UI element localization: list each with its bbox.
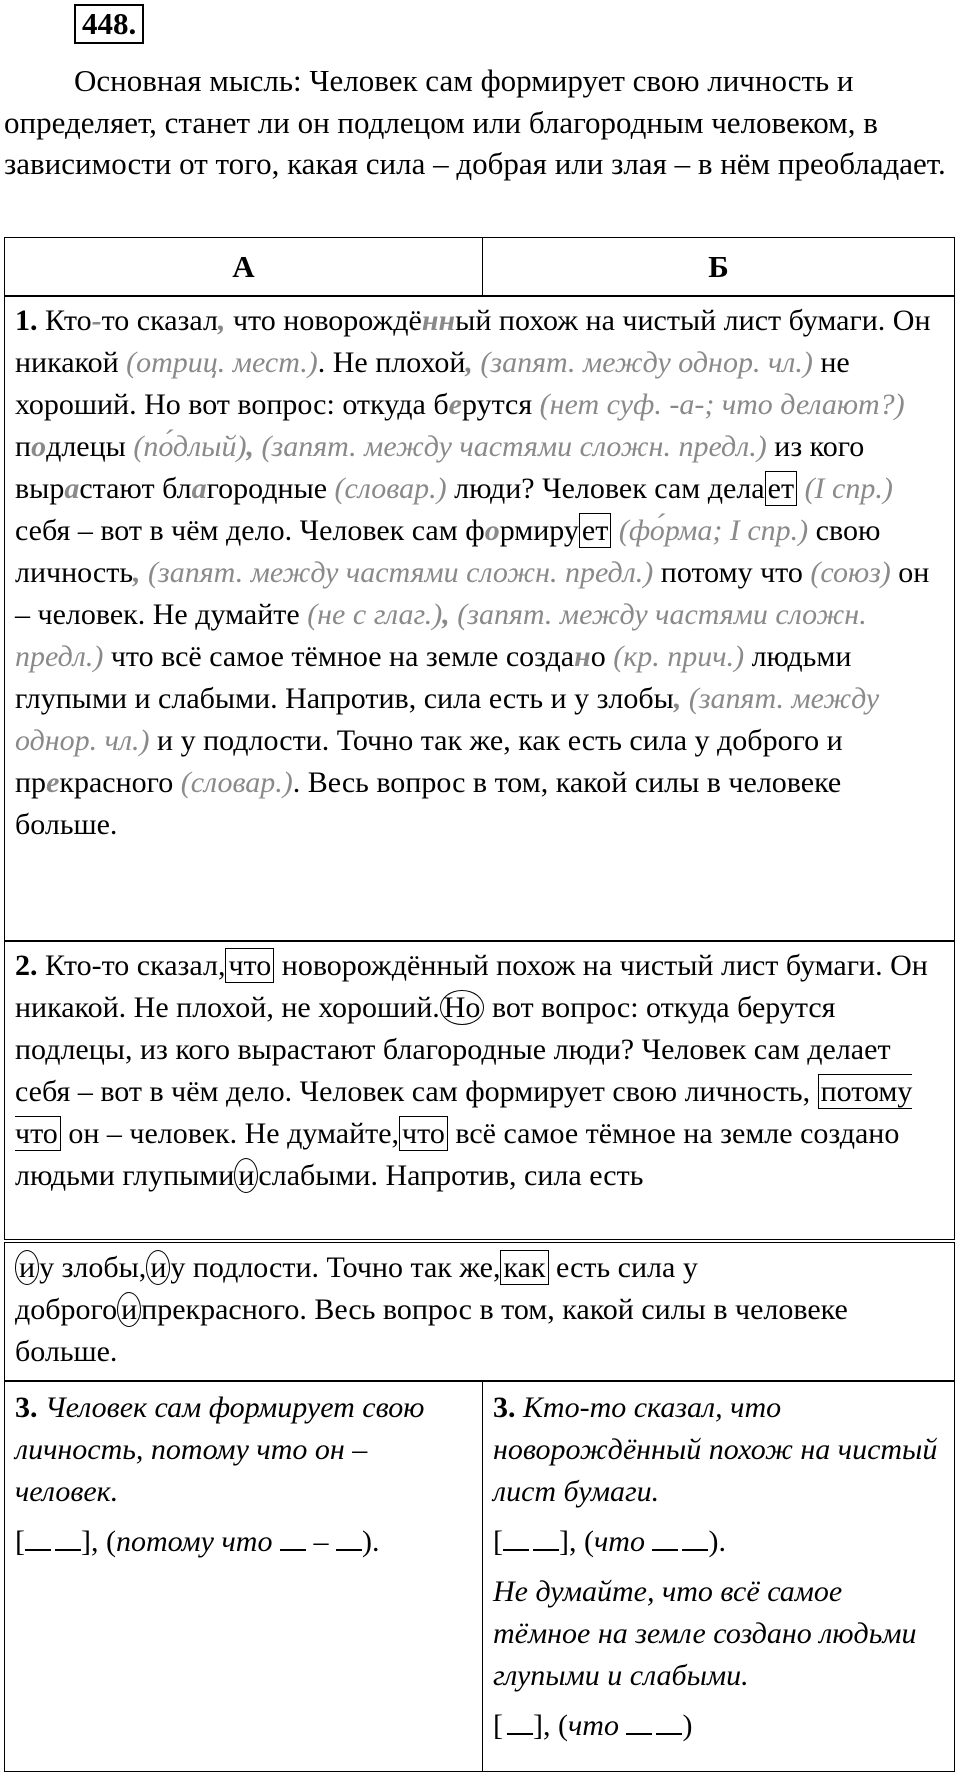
subject-line — [503, 1529, 529, 1551]
grammar-note: (союз) — [810, 556, 891, 589]
text-fragment: у злобы, — [39, 1251, 147, 1284]
circled-word: и — [15, 1250, 39, 1285]
boxed-word: что — [225, 948, 274, 983]
circled-word: и — [234, 1158, 258, 1193]
predicate-line — [336, 1529, 362, 1551]
boxed-word: потому что — [15, 1075, 913, 1150]
text-fragment — [681, 682, 689, 715]
scheme-dash: – — [313, 1525, 329, 1558]
part-3a-scheme — [15, 1521, 472, 1563]
circled-word: и — [146, 1250, 170, 1285]
text-fragment: у подлости. Точно так же, — [170, 1251, 501, 1284]
text-fragment: прекрасного. Весь вопрос в том, какой силы в человеке больше. — [15, 1293, 848, 1368]
text-fragment: вот вопрос: откуда берутся подлецы, из кого вырастают благородные люди? Человек сам делает себя – вот в чём дело. Человек сам формирует свою личность, — [15, 991, 891, 1108]
exercise-number: 448. — [74, 4, 144, 44]
grammar-note: (словар.) — [180, 766, 293, 799]
grammar-note: (запят. между однор. чл.) — [15, 682, 880, 757]
part-1-text — [15, 300, 944, 846]
predicate-line — [533, 1529, 559, 1551]
highlighted-letter: нн — [421, 304, 456, 337]
text-fragment: что всё самое тёмное на земле созда — [103, 640, 575, 673]
circled-word: Но — [440, 990, 485, 1025]
text-fragment: рмиру — [499, 514, 579, 547]
highlighted-letter: о — [484, 514, 500, 547]
text-fragment: потому что — [653, 556, 811, 589]
grammar-note: (отриц. мест.) — [126, 346, 318, 379]
highlighted-letter: , — [442, 598, 450, 631]
text-fragment: люди? Человек сам дела — [446, 472, 765, 505]
highlighted-letter: е — [448, 388, 462, 421]
text-fragment: всё самое тёмное на земле создано людьми глупыми — [15, 1117, 900, 1192]
highlighted-letter: , — [217, 304, 226, 337]
text-fragment: себя – вот в чём дело. Человек сам ф — [15, 514, 485, 547]
text-fragment: городные — [206, 472, 335, 505]
text-fragment: Кто-то сказал, — [37, 949, 226, 982]
circled-word: и — [117, 1292, 141, 1327]
part-3b-scheme-2 — [493, 1705, 944, 1747]
subject-line — [626, 1713, 652, 1735]
highlighted-letter: , — [465, 346, 473, 379]
scheme-bracket: [ — [15, 1525, 25, 1558]
scheme-bracket: ) — [682, 1709, 693, 1742]
highlighted-letter: а — [64, 472, 80, 505]
part-2-continuation-block — [4, 1242, 955, 1382]
text-fragment — [141, 556, 149, 589]
text-fragment: Кто — [37, 304, 92, 337]
part-3-column-b — [483, 1381, 954, 1771]
scheme-bracket: [ — [493, 1525, 503, 1558]
boxed-word: что — [399, 1116, 448, 1151]
table-header — [4, 237, 955, 297]
part-2-label: 2. — [15, 949, 38, 982]
text-fragment: п — [15, 430, 32, 463]
highlighted-letter: н — [574, 640, 591, 673]
part-2-text — [15, 945, 944, 1197]
scheme-bracket: ). — [708, 1525, 726, 1558]
predicate-line — [507, 1713, 533, 1735]
text-fragment: новорождённый похож на чистый лист бумаги. Он никакой. Не плохой, не хороший. — [15, 949, 928, 1024]
text-fragment: то сказал — [101, 304, 218, 337]
part-1-label: 1. — [15, 304, 38, 337]
grammar-note: (запят. между частями сложн. предл.) — [261, 430, 767, 463]
text-fragment: есть сила у доброго — [15, 1251, 698, 1326]
highlighted-letter: , — [673, 682, 682, 715]
text-fragment — [611, 514, 619, 547]
column-header-b: Б — [708, 249, 729, 284]
text-fragment: рутся — [461, 388, 540, 421]
scheme-bracket: ], ( — [559, 1525, 594, 1558]
part-2-continuation — [15, 1247, 944, 1373]
grammar-note: (по́длый) — [133, 430, 247, 463]
text-fragment: красного — [59, 766, 181, 799]
text-fragment: . Не плохой — [317, 346, 466, 379]
part-3a-sentence: Человек сам формирует свою личность, потому что он – человек. — [15, 1391, 425, 1508]
highlighted-letter: , — [246, 430, 254, 463]
part-3-column-a — [5, 1381, 483, 1771]
subject-line — [652, 1529, 678, 1551]
text-fragment: он – человек. Не думайте, — [60, 1117, 400, 1150]
boxed-word: ет — [765, 471, 797, 506]
text-fragment — [797, 472, 805, 505]
scheme-bracket: ). — [361, 1525, 380, 1558]
subject-line — [25, 1529, 51, 1551]
highlighted-letter: , — [133, 556, 141, 589]
part-3a-label: 3. — [15, 1391, 38, 1424]
predicate-line — [55, 1529, 81, 1551]
text-fragment: о — [590, 640, 614, 673]
grammar-note: (не с глаг.) — [307, 598, 443, 631]
text-fragment: свою личность — [15, 514, 881, 589]
scheme-bracket: ], ( — [533, 1709, 568, 1742]
column-header-a: А — [5, 238, 483, 296]
scheme-conjunction: что — [567, 1709, 619, 1742]
part-2-block — [4, 940, 955, 1240]
text-fragment: из кого выр — [15, 430, 865, 505]
highlighted-letter: о — [31, 430, 47, 463]
grammar-note: (кр. прич.) — [613, 640, 745, 673]
text-fragment: длецы — [46, 430, 134, 463]
grammar-note: (фо́рма; I спр.) — [618, 514, 809, 547]
boxed-word: ет — [579, 513, 611, 548]
grammar-note: (нет суф. -а-; что делают?) — [539, 388, 905, 421]
part-1-body — [15, 304, 931, 841]
text-fragment — [254, 430, 262, 463]
grammar-note: (запят. между однор. чл.) — [480, 346, 813, 379]
part-3b-label: 3. — [493, 1391, 516, 1424]
text-fragment: . Весь вопрос в том, какой силы в человеке больше. — [15, 766, 842, 841]
main-idea-paragraph — [4, 60, 948, 185]
predicate-line — [656, 1713, 682, 1735]
scheme-bracket: [ — [493, 1709, 503, 1742]
text-fragment: он – человек. Не думайте — [15, 556, 930, 631]
highlighted-letter: е — [46, 766, 60, 799]
part-3-table — [4, 1380, 955, 1772]
boxed-word: как — [500, 1250, 548, 1285]
scheme-conjunction: потому что — [115, 1525, 273, 1558]
highlighted-letter: - — [91, 304, 102, 337]
subject-line — [280, 1529, 306, 1551]
predicate-line — [682, 1529, 708, 1551]
grammar-note: (I спр.) — [804, 472, 893, 505]
grammar-note: (словар.) — [334, 472, 447, 505]
text-fragment: людьми глупыми и слабыми. Напротив, сила есть и у злобы — [15, 640, 852, 715]
main-idea-text: Основная мысль: Человек сам формирует свою личность и определяет, станет ли он подлецом или благородным человеком, в зависимости от того, какая сила – добрая или злая – в нём преобладает. — [4, 63, 946, 181]
part-3b-sentence-2: Не думайте, что всё самое тёмное на земле создано людьми глупыми и слабыми. — [493, 1575, 917, 1692]
text-fragment: что новорождё — [225, 304, 422, 337]
part-3b-sentence-1: Кто-то сказал, что новорождённый похож на чистый лист бумаги. — [493, 1391, 938, 1508]
part-2-body — [15, 948, 928, 1193]
part-3b-scheme-1 — [493, 1521, 944, 1563]
text-fragment: ый похож на чистый лист бумаги. Он никакой — [15, 304, 931, 379]
text-fragment: стают бл — [79, 472, 192, 505]
grammar-note: (запят. между частями сложн. предл.) — [15, 598, 867, 673]
text-fragment: слабыми. Напротив, сила есть — [258, 1159, 644, 1192]
highlighted-letter: а — [191, 472, 207, 505]
grammar-note: (запят. между частями сложн. предл.) — [148, 556, 654, 589]
scheme-bracket: ], ( — [81, 1525, 116, 1558]
text-fragment: не хороший. Но вот вопрос: откуда б — [15, 346, 850, 421]
part-1-block — [4, 295, 955, 942]
scheme-conjunction: что — [593, 1525, 645, 1558]
text-fragment: и у подлости. Точно так же, как есть сила у доброго и пр — [15, 724, 843, 799]
